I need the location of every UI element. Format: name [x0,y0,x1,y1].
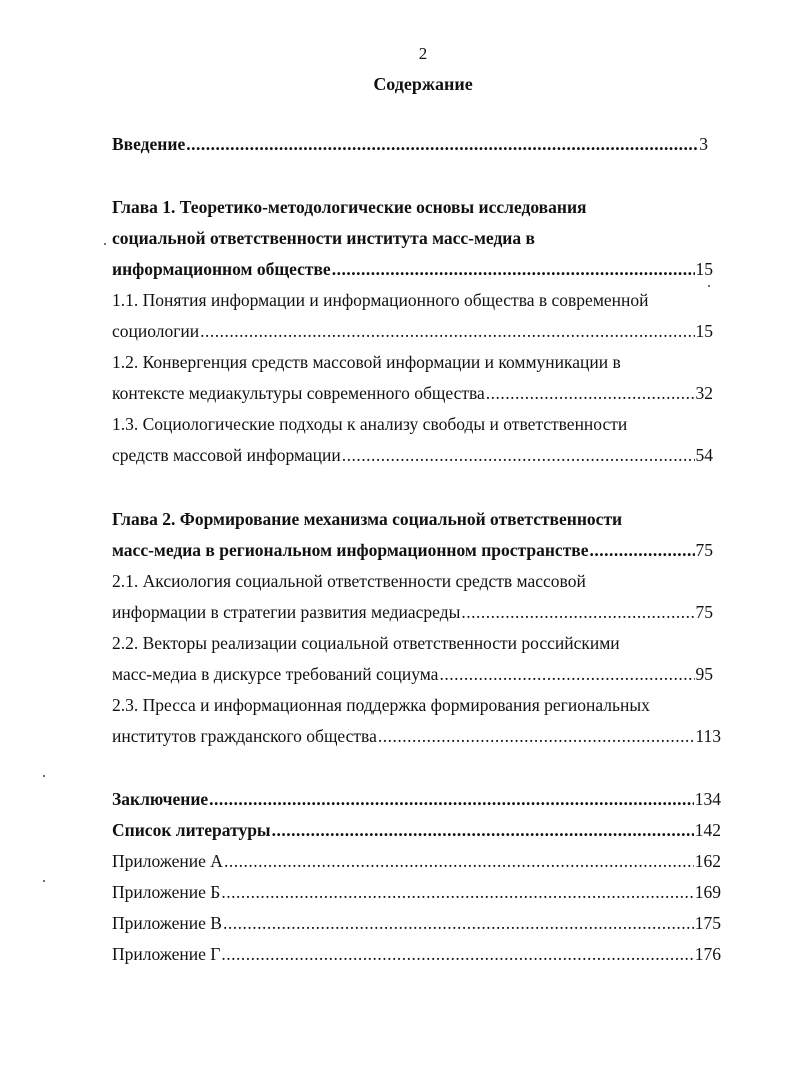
toc-entry-section-2-3[interactable] [112,724,721,748]
toc-entry-text: Приложение Г [112,944,221,964]
toc-entry-text: институтов гражданского общества [112,726,377,746]
toc-page-number: 75 [695,540,713,560]
toc-page-number: 32 [695,383,713,403]
section-1-2-line1: 1.2. Конвергенция средств массовой информации и коммуникации в [112,352,621,372]
toc-entry-text: Приложение В [112,913,222,933]
toc-page-number: 134 [694,789,721,809]
section-1-1-line1: 1.1. Понятия информации и информационного общества в современной [112,290,649,310]
toc-page-number: 15 [695,321,713,341]
toc-page-number: 162 [694,851,721,871]
toc-entry-appendix-a[interactable] [112,849,721,873]
toc-entry-text: социологии [112,321,200,341]
toc-entry-section-1-3[interactable] [112,443,713,467]
toc-entry-section-2-2[interactable] [112,662,713,686]
page-title: Содержание [373,74,473,94]
toc-page-number: 176 [694,944,721,964]
leader-dots [272,818,694,842]
chapter2-heading-line1: Глава 2. Формирование механизма социальной ответственности [112,509,623,529]
toc-entry-appendix-v[interactable] [112,911,721,935]
leader-dots [224,849,694,873]
leader-dots [461,600,694,624]
toc-page-number: 75 [695,602,713,622]
leader-dots [439,662,694,686]
chapter1-heading-line2: социальной ответственности института масс-медиа в [112,228,535,248]
toc-entry-conclusion[interactable] [112,787,721,811]
scan-speck [43,880,45,882]
leader-dots [332,257,695,281]
toc-entry-text: масс-медиа в региональном информационном пространстве [112,540,589,560]
scan-speck [708,285,710,287]
toc-entry-text: информации в стратегии развития медиасреды [112,602,461,622]
toc-entry-text: масс-медиа в дискурсе требований социума [112,664,439,684]
section-2-1-line1: 2.1. Аксиология социальной ответственности средств массовой [112,571,586,591]
toc-entry-section-1-2[interactable] [112,381,713,405]
toc-page-number: 175 [694,913,721,933]
leader-dots [378,724,695,748]
page-number: 2 [418,44,428,63]
toc-page-number: 169 [694,882,721,902]
leader-dots [342,443,695,467]
toc-page-number: 113 [695,726,721,746]
leader-dots [209,787,694,811]
toc-entry-chapter2[interactable] [112,538,713,562]
toc-entry-intro[interactable] [112,132,708,156]
toc-page-number: 95 [695,664,713,684]
toc-entry-text: Список литературы [112,820,271,840]
leader-dots [186,132,698,156]
toc-entry-text: контексте медиакультуры современного общества [112,383,485,403]
scan-speck [104,243,106,245]
leader-dots [221,880,693,904]
section-2-2-line1: 2.2. Векторы реализации социальной ответственности российскими [112,633,620,653]
section-1-3-line1: 1.3. Социологические подходы к анализу свободы и ответственности [112,414,628,434]
toc-page-number: 15 [695,259,713,279]
leader-dots [590,538,695,562]
toc-entry-appendix-b[interactable] [112,880,721,904]
toc-page-number: 3 [699,134,708,154]
scan-speck [43,775,45,777]
toc-page-number: 142 [694,820,721,840]
toc-entry-text: Введение [112,134,186,154]
leader-dots [221,942,693,966]
toc-entry-text: Заключение [112,789,209,809]
section-2-3-line1: 2.3. Пресса и информационная поддержка формирования региональных [112,695,650,715]
toc-entry-bibliography[interactable] [112,818,721,842]
leader-dots [200,319,694,343]
toc-entry-chapter1[interactable] [112,257,713,281]
toc-page-number: 54 [695,445,713,465]
toc-entry-section-2-1[interactable] [112,600,713,624]
toc-entry-text: Приложение А [112,851,223,871]
toc-entry-appendix-g[interactable] [112,942,721,966]
toc-entry-section-1-1[interactable] [112,319,713,343]
toc-entry-text: информационном обществе [112,259,331,279]
leader-dots [486,381,695,405]
toc-entry-text: Приложение Б [112,882,221,902]
leader-dots [223,911,694,935]
toc-entry-text: средств массовой информации [112,445,341,465]
chapter1-heading-line1: Глава 1. Теоретико-методологические основы исследования [112,197,587,217]
